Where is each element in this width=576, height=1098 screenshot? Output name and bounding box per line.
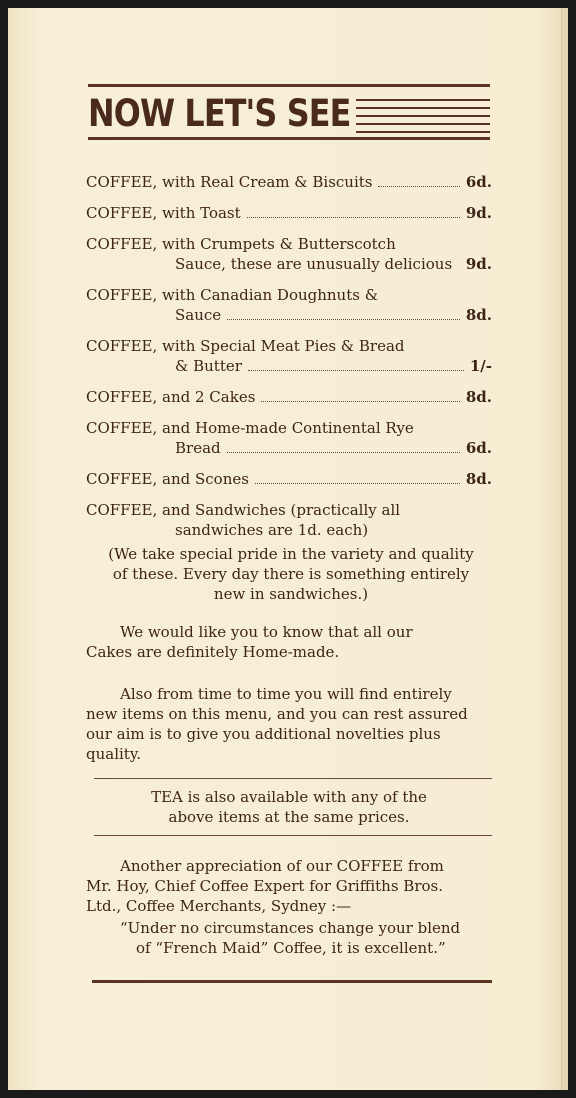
menu-item — [86, 387, 492, 407]
menu-item — [86, 285, 492, 325]
novelties-paragraph — [86, 684, 492, 764]
menu-list — [86, 172, 492, 983]
title-decorative-lines — [356, 99, 490, 139]
menu-item-price: 6d. — [465, 173, 492, 191]
para-line: new items on this menu, and you can rest assured — [86, 705, 468, 723]
leader-dots — [227, 451, 460, 453]
leader-dots — [247, 216, 460, 218]
menu-item — [86, 203, 492, 223]
page-title: NOW LET'S SEE — [88, 92, 351, 135]
para-line: Mr. Hoy, Chief Coffee Expert for Griffiths Bros. — [86, 877, 443, 895]
menu-item — [86, 336, 492, 376]
leader-dots — [248, 369, 464, 371]
cakes-paragraph — [86, 622, 492, 662]
leader-dots — [261, 400, 459, 402]
quote-paragraph — [86, 918, 492, 958]
card-spine — [561, 8, 568, 1090]
menu-item-price: 9d. — [465, 204, 492, 222]
menu-item-price: 9d. — [465, 255, 492, 273]
menu-item-label: COFFEE, with Toast — [86, 204, 241, 222]
para-line: We would like you to know that all our — [120, 623, 413, 641]
menu-item-label: COFFEE, with Special Meat Pies & Bread — [86, 337, 405, 355]
menu-item-label: COFFEE, and Home-made Continental Rye — [86, 419, 414, 437]
leader-dots — [255, 482, 460, 484]
menu-item-label-cont: Sauce — [175, 306, 222, 324]
menu-item-label: COFFEE, and Sandwiches (practically all — [86, 501, 401, 519]
note-line: (We take special pride in the variety and quality — [108, 545, 474, 563]
para-line: Ltd., Coffee Merchants, Sydney :— — [86, 897, 352, 915]
menu-item — [86, 418, 492, 458]
para-line: Also from time to time you will find entirely — [120, 685, 452, 703]
note-line: new in sandwiches.) — [213, 585, 369, 603]
tea-note — [86, 787, 492, 827]
appreciation-paragraph — [86, 856, 492, 916]
menu-item-label: COFFEE, and 2 Cakes — [86, 388, 256, 406]
para-line: quality. — [86, 745, 142, 763]
bottom-rule — [92, 980, 492, 983]
menu-item-price: 8d. — [465, 388, 492, 406]
note-line: above items at the same prices. — [168, 808, 410, 826]
menu-item-label-cont: & Butter — [175, 357, 242, 375]
sandwich-note — [82, 544, 500, 604]
para-line: Cakes are definitely Home-made. — [86, 643, 340, 661]
menu-item-price: 8d. — [465, 470, 492, 488]
divider — [94, 778, 492, 779]
menu-item-price: 6d. — [465, 439, 492, 457]
menu-item-label: COFFEE, with Canadian Doughnuts & — [86, 286, 379, 304]
menu-item-label: COFFEE, with Real Cream & Biscuits — [86, 173, 373, 191]
menu-item-label: COFFEE, with Crumpets & Butterscotch — [86, 235, 396, 253]
menu-item-label-cont: Sauce, these are unusually delicious — [175, 255, 453, 273]
leader-dots — [378, 185, 459, 187]
para-line: Another appreciation of our COFFEE from — [120, 857, 444, 875]
menu-item-label-cont: Bread — [175, 439, 221, 457]
title-rule-bottom — [88, 137, 490, 140]
title-rule-top — [88, 84, 490, 87]
divider — [94, 835, 492, 836]
menu-item-price: 8d. — [465, 306, 492, 324]
menu-item — [86, 500, 492, 540]
menu-item-price: 1/- — [469, 357, 492, 375]
leader-dots — [227, 318, 460, 320]
menu-item-label: COFFEE, and Scones — [86, 470, 249, 488]
note-line: of these. Every day there is something entirely — [112, 565, 470, 583]
menu-item-label-cont: sandwiches are 1d. each) — [175, 521, 369, 539]
menu-item — [86, 469, 492, 489]
quote-line: of “French Maid” Coffee, it is excellent.” — [136, 939, 446, 957]
quote-line: “Under no circumstances change your blend — [120, 919, 461, 937]
menu-item — [86, 234, 492, 274]
menu-item — [86, 172, 492, 192]
para-line: our aim is to give you additional novelties plus — [86, 725, 441, 743]
note-line: TEA is also available with any of the — [151, 788, 427, 806]
